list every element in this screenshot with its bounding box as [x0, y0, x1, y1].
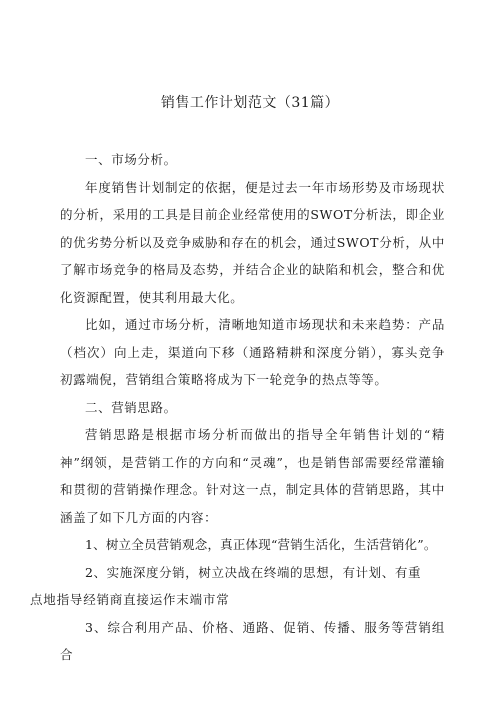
- list-item-2-line-1: 2、实施深度分销，树立决战在终端的思想，有计划、有重: [85, 564, 422, 580]
- document-body: [30, 146, 445, 669]
- section-heading-marketing-ideas: 二、营销思路。: [85, 399, 177, 415]
- document-title: 销售工作计划范文（31篇）: [160, 95, 340, 111]
- list-item-2-line-2: 点地指导经销商直接运作末端市常: [30, 592, 230, 607]
- section-heading-market-analysis: 一、市场分析。: [85, 152, 177, 167]
- paragraph-market-example: 比如，通过市场分析，清晰地知道市场现状和未来趋势：产品（档次）向上走，渠道向下移（通路精耕和深度分销），寡头竞争初露端倪，营销组合策略将成为下一轮竞争的热点等等。: [60, 317, 445, 387]
- list-item-1: 1、树立全员营销观念，真正体现“营销生活化，生活营销化”。: [85, 537, 437, 552]
- paragraph-annual-plan-basis: 年度销售计划制定的依据，便是过去一年市场形势及市场现状的分析，采用的工具是目前企业经常使用的SWOT分析法，即企业的优劣势分析以及竞争威胁和存在的机会，通过SWOT分析，从中了解市场竞争的格局及态势，并结合企业的缺陷和机会，整合和优化资源配置，使其利用最大化。: [60, 179, 445, 305]
- list-item-2: [30, 559, 445, 614]
- paragraph-marketing-ideas: 营销思路是根据市场分析而做出的指导全年销售计划的“精神”纲领，是营销工作的方向和“灵魂”，也是销售部需要经常灌输和贯彻的营销操作理念。针对这一点，制定具体的营销思路，其中涵盖了如下几方面的内容：: [60, 427, 445, 525]
- list-item-3: 3、综合利用产品、价格、通路、促销、传播、服务等营销组合: [60, 619, 445, 662]
